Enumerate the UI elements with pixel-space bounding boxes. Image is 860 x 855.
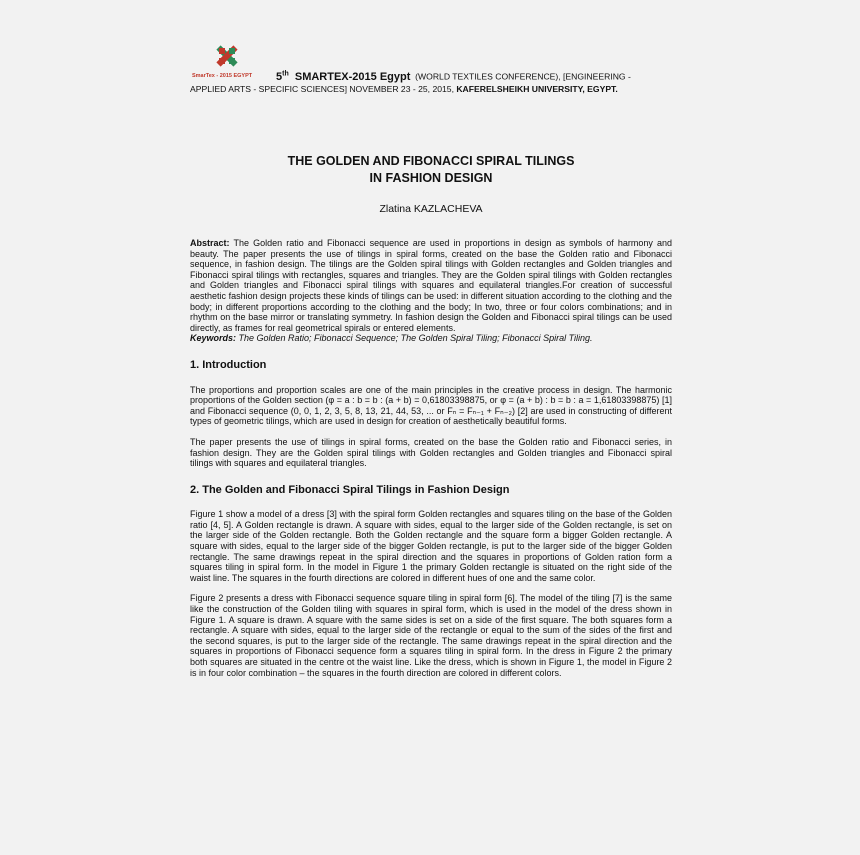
title-line-2: IN FASHION DESIGN bbox=[369, 171, 493, 185]
conference-dates: APPLIED ARTS - SPECIFIC SCIENCES] NOVEMBER 23 - 25, 2015, bbox=[190, 84, 457, 94]
section2-paragraph-2: Figure 2 presents a dress with Fibonacci sequence square tiling in spiral form [6]. The model of the tiling [7] is the same like the construction of the Golden tiling with squares in spiral form, which is used in the model of the dress shown in Figure 1. A square is drawn. A square with the same sides is set on a side of the first square. The both squares form a rectangle. A square with sides, equal to the larger side of the rectangle or equal to the sum of the sides of the first and the second squares, is put to the larger side of the rectangle. The same drawings repeat in the spiral direction and the squares in proportions of Fibonacci sequence form a squares tiling in spiral form. In the dress in Figure 2 the primary both squares are situated in the centre ot the waist line. Like the dress, which is shown in Figure 1, the model in Figure 2 is in four color combination – the squares in the fourth direction are colored in different colors. bbox=[190, 593, 672, 678]
smartex-logo bbox=[190, 42, 264, 82]
section-heading-introduction: 1. Introduction bbox=[190, 358, 267, 371]
header-line-2 bbox=[190, 84, 618, 95]
intro-paragraph-2: The paper presents the use of tilings in spiral forms, created on the base the Golden ratio and Fibonacci series, in fashion design. They are the Golden spiral tilings with Golden rectangles and Golden triangles and Fibonacci spiral tilings with squares and equilateral triangles. bbox=[190, 436, 672, 469]
abstract-label: Abstract: bbox=[190, 238, 230, 248]
keywords-text: The Golden Ratio; Fibonacci Sequence; The Golden Spiral Tiling; Fibonacci Spiral Tiling. bbox=[236, 333, 593, 344]
header-line-1 bbox=[276, 68, 672, 83]
keywords-paragraph bbox=[190, 333, 672, 344]
paper-title bbox=[190, 153, 672, 187]
paper-author: Zlatina KAZLACHEVA bbox=[379, 203, 483, 215]
edition-number: 5 bbox=[276, 70, 283, 83]
section2-paragraph-1: Figure 1 show a model of a dress [3] with the spiral form Golden rectangles and squares tiling on the base of the Golden ratio [4, 5]. A Golden rectangle is drawn. A square with sides, equal to the larger side of the Golden rectangle, is set on the larger side of the Golden rectangle. Both the Golden rectangle and the square form a bigger Golden rectangle. A square with sides, equal to the larger side of the bigger Golden rectangle, is put to the larger side of the bigger Golden rectangle. The same drawings repeat in the spiral direction and the squares in proportions of Golden ration form a squares tiling in spiral form. In the model in Figure 1 the primary Golden rectangle is situated on the right side of the waist line. The squares in the fourth directions are colored in different hues of one and the same color. bbox=[190, 509, 672, 583]
title-line-1: THE GOLDEN AND FIBONACCI SPIRAL TILINGS bbox=[287, 154, 575, 168]
conference-name: SMARTEX-2015 Egypt bbox=[294, 70, 411, 83]
abstract-text: The Golden ratio and Fibonacci sequence are used in proportions in design as symbols of harmony and beauty. The paper presents the use of tilings in spiral forms, created on the base the Golden ratio and Fibonacci sequence, in fashion design. The tilings are the Golden spiral tilings with Golden rectangles and Golden triangles and Fibonacci spiral tilings with rectangles, squares and triangles. They are the Golden spiral tilings with Golden rectangles and Golden triangles and Fibonacci spiral tilings with squares and equilateral triangles.For creation of successful aesthetic fashion design projects these kinds of tilings can be used: in different situation according to the clothing and the body; in different proportions according to the clothing and the body; In two, three or four colors combinations; and in rhythm on the base mirror or translating symmetry. In fashion design the Golden and Fibonacci spiral tilings can be used directly, as frames for real geometrical spirals or entered elements. bbox=[190, 238, 672, 333]
abstract-paragraph bbox=[190, 238, 672, 333]
keywords-label: Keywords: bbox=[190, 333, 237, 344]
conference-venue: KAFERELSHEIKH UNIVERSITY, EGYPT. bbox=[456, 84, 618, 94]
paper-body bbox=[190, 238, 672, 688]
logo-caption: SmarTex - 2015 EGYPT bbox=[192, 73, 253, 79]
edition-suffix: th bbox=[282, 70, 289, 77]
section-heading-spiral-tilings: 2. The Golden and Fibonacci Spiral Tilings in Fashion Design bbox=[190, 483, 510, 496]
smartex-logo-icon bbox=[190, 42, 264, 72]
intro-paragraph-1: The proportions and proportion scales are one of the main principles in the creative process in design. The harmonic proportions of the Golden section (φ = a : b = b : (a + b) = 0,61803398875, or φ = (a + b) : b = b : a = 1,61803398875) [1] and Fibonacci sequence (0, 0, 1, 2, 3, 5, 8, 13, 21, 44, 53, ... or Fₙ = Fₙ₋₁ + Fₙ₋₂) [2] are used in constructing of different types of geometric tilings, which are used in design for creation of aesthetically beautiful forms. bbox=[190, 384, 672, 427]
conference-desc: (WORLD TEXTILES CONFERENCE), [ENGINEERING - bbox=[415, 71, 631, 82]
